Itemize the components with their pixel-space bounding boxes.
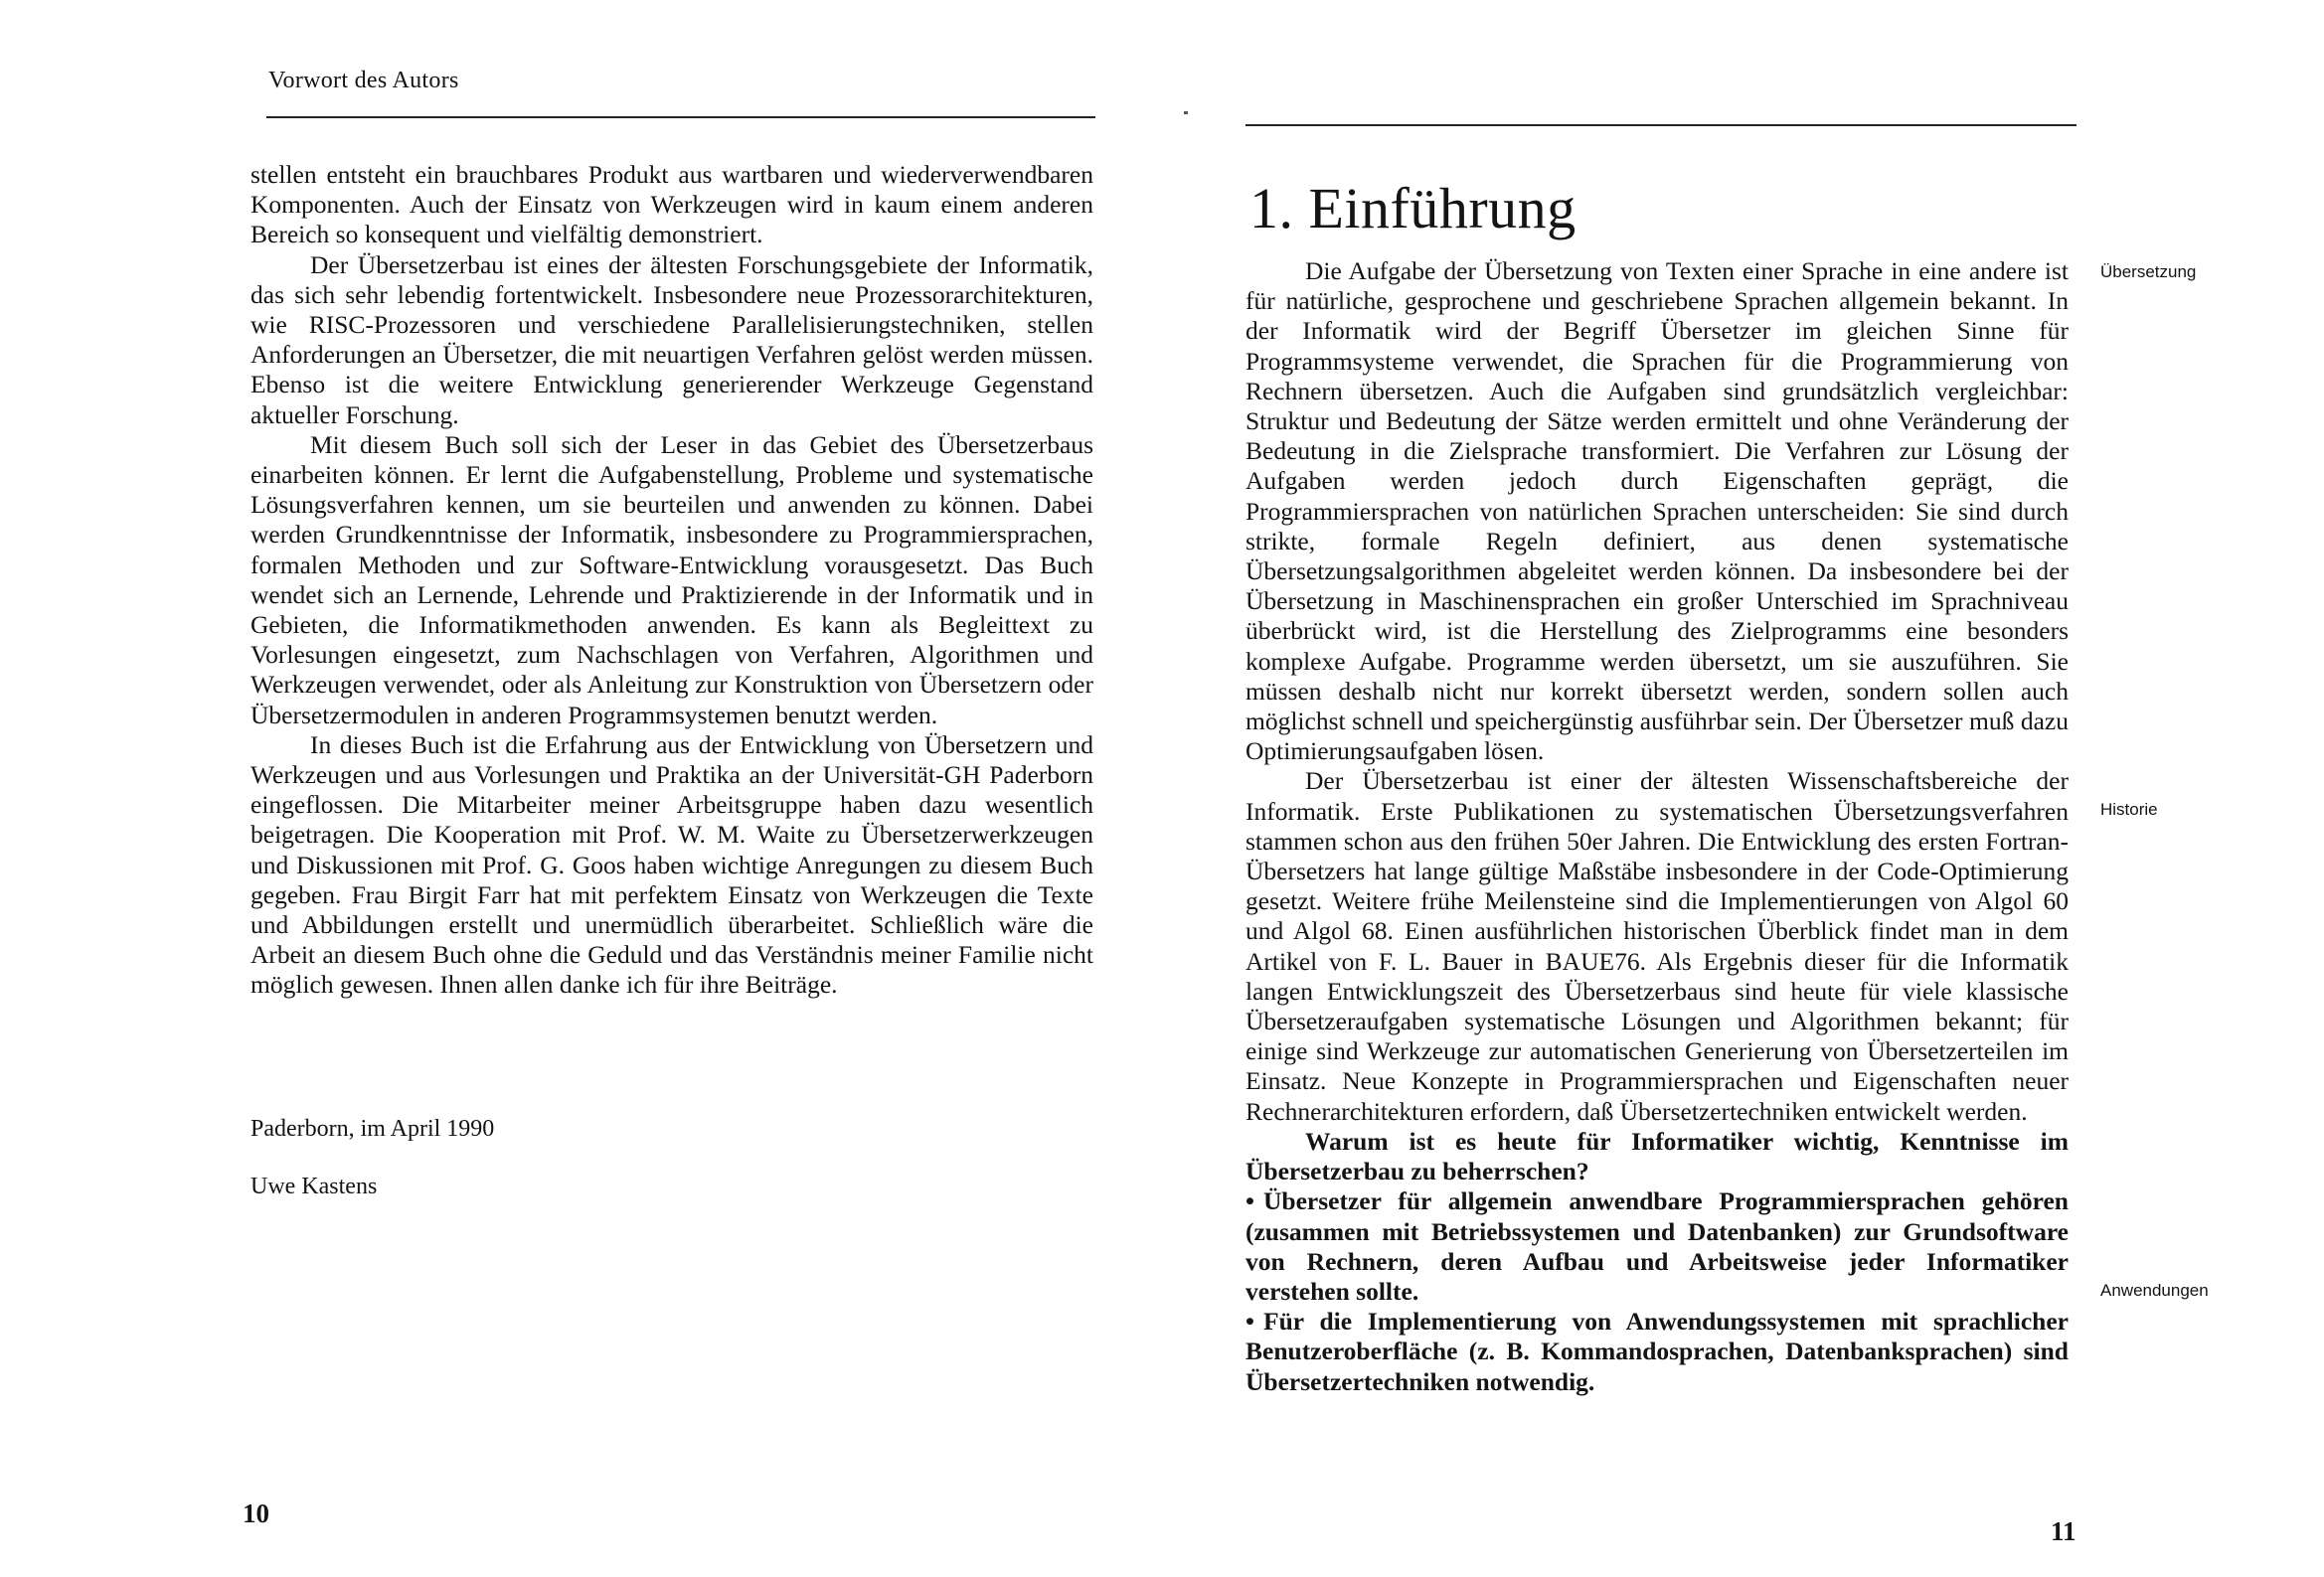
page-number-left: 10: [243, 1498, 269, 1528]
bullet-icon: •: [1245, 1186, 1254, 1216]
preface-paragraph-4: In dieses Buch ist die Erfahrung aus der Entwicklung von Übersetzern und Werkzeugen und aus Vorlesungen und Praktika an der Universität-GH Paderborn eingeflossen. Die Mitarbeiter meiner Arbeitsgruppe haben dazu wesentlich beigetragen. Die Kooperation mit Prof. W. M. Waite zu Übersetzerwerkzeugen und Diskussionen mit Prof. G. Goos haben wichtige Anregungen zu diesem Buch gegeben. Frau Birgit Farr hat mit perfektem Einsatz von Werkzeugen die Texte und Abbildungen erstellt und unermüdlich überarbeitet. Schließlich wäre die Arbeit an diesem Buch ohne die Geduld und das Verständnis meiner Familie nicht möglich gewesen. Ihnen allen danke ich für ihre Beiträge.: [250, 729, 1093, 1000]
margin-note-uebersetzung: Übersetzung: [2100, 262, 2197, 281]
right-page: [1162, 0, 2324, 1577]
chapter-paragraph-2: Der Übersetzerbau ist einer der ältesten Wissenschaftsbereiche der Informatik. Erste Publikationen zu systematischen Übersetzungsverfahren stammen schon aus den frühen 50er Jahren. Die Entwicklung des ersten Fortran-Übersetzers hat lange gültige Maßstäbe insbesondere in der Code-Optimierung gesetzt. Weitere frühe Meilensteine sind die Implementierungen von Algol 60 und Algol 68. Einen ausführlichen historischen Überblick findet man in dem Artikel von F. L. Bauer in BAUE76. Als Ergebnis dieser für die Informatik langen Entwicklungszeit des Übersetzerbaus sind heute für viele klassische Übersetzeraufgaben systematische Lösungen und Algorithmen bekannt; für einige sind Werkzeuge zur automatischen Generierung von Übersetzerteilen im Einsatz. Neue Konzepte in Programmiersprachen und Eigenschaften neuer Rechnerarchitekturen erfordern, daß Übersetzertechniken entwickelt werden.: [1245, 766, 2069, 1126]
chapter-paragraph-3: Warum ist es heute für Informatiker wichtig, Kenntnisse im Übersetzerbau zu beherrschen?: [1245, 1126, 2069, 1186]
margin-note-anwendungen: Anwendungen: [2100, 1281, 2209, 1300]
author-name: Uwe Kastens: [250, 1174, 378, 1199]
bullet-item-2: [1245, 1307, 2069, 1397]
preface-paragraph-3: Mit diesem Buch soll sich der Leser in das Gebiet des Übersetzerbaus einarbeiten können. Er lernt die Aufgabenstellung, Probleme und systematische Lösungsverfahren kennen, um sie beurteilen und anwenden zu können. Dabei werden Grundkenntnisse der Informatik, insbesondere zu Programmiersprachen, formalen Methoden und zur Software-Entwicklung vorausgesetzt. Das Buch wendet sich an Lernende, Lehrende und Praktizierende in der Informatik und in Gebieten, die Informatikmethoden anwenden. Es kann als Begleittext zu Vorlesungen eingesetzt, zum Nachschlagen von Verfahren, Algorithmen und Werkzeugen verwendet, oder als Anleitung zur Konstruktion von Übersetzern oder Übersetzermodulen in anderen Programmsystemen benutzt werden.: [250, 429, 1093, 729]
margin-note-historie: Historie: [2100, 800, 2158, 819]
chapter-text: [1245, 256, 2069, 1397]
preface-text: [250, 160, 1093, 1001]
bullet-item-1: [1245, 1186, 2069, 1307]
preface-paragraph-2: Der Übersetzerbau ist eines der ältesten Forschungsgebiete der Informatik, das sich sehr lebendig fortentwickelt. Insbesondere neue Prozessorarchitekturen, wie RISC-Prozessoren und verschiedene Parallelisierungstechniken, stellen Anforderungen an Übersetzer, die mit neuartigen Verfahren gelöst werden müssen. Ebenso ist die weitere Entwicklung generierender Werkzeuge Gegenstand aktueller Forschung.: [250, 249, 1093, 429]
bullet-text: Übersetzer für allgemein anwendbare Programmiersprachen gehören (zusammen mit Betriebssystemen und Datenbanken) zur Grundsoftware von Rechnern, deren Aufbau und Arbeitsweise jeder Informatiker verstehen sollte.: [1245, 1186, 2069, 1306]
running-head: Vorwort des Autors: [268, 68, 459, 93]
page-number-right: 11: [2051, 1516, 2076, 1546]
chapter-title: 1. Einführung: [1249, 176, 1577, 240]
chapter-paragraph-1: Die Aufgabe der Übersetzung von Texten einer Sprache in eine andere ist für natürliche, gesprochene und geschriebene Sprachen allgemein bekannt. In der Informatik wird der Begriff Übersetzer im gleichen Sinne für Programmsysteme verwendet, die Sprachen für die Programmierung von Rechnern übersetzen. Auch die Aufgaben sind grundsätzlich vergleichbar: Struktur und Bedeutung der Sätze werden ermittelt und ohne Veränderung der Bedeutung in die Zielsprache transformiert. Die Verfahren zur Lösung der Aufgaben werden jedoch durch Eigenschaften geprägt, die Programmiersprachen von natürlichen Sprachen unterscheiden: Sie sind durch strikte, formale Regeln definiert, aus denen systematische Übersetzungsalgorithmen abgeleitet werden können. Da insbesondere bei der Übersetzung in Maschinensprachen ein großer Unterschied im Sprachniveau überbrückt wird, ist die Herstellung des Zielprogramms eine besonders komplexe Aufgabe. Programme werden übersetzt, um sie auszuführen. Sie müssen deshalb nicht nur korrekt übersetzt werden, sondern sollen auch möglichst schnell und speichergünstig ausführbar sein. Der Übersetzer muß dazu Optimierungsaufgaben lösen.: [1245, 256, 2069, 766]
preface-paragraph-1: stellen entsteht ein brauchbares Produkt aus wartbaren und wiederverwendbaren Komponenten. Auch der Einsatz von Werkzeugen wird in kaum einem anderen Bereich so konsequent und vielfältig demonstriert.: [250, 160, 1093, 249]
place-date: Paderborn, im April 1990: [250, 1116, 495, 1142]
bullet-text: Für die Implementierung von Anwendungssystemen mit sprachlicher Benutzeroberfläche (z. B. Kommandosprachen, Datenbanksprachen) sind Übersetzertechniken notwendig.: [1245, 1307, 2069, 1396]
header-rule: [1245, 124, 2076, 126]
bullet-icon: •: [1245, 1307, 1254, 1337]
header-rule: [266, 116, 1095, 118]
